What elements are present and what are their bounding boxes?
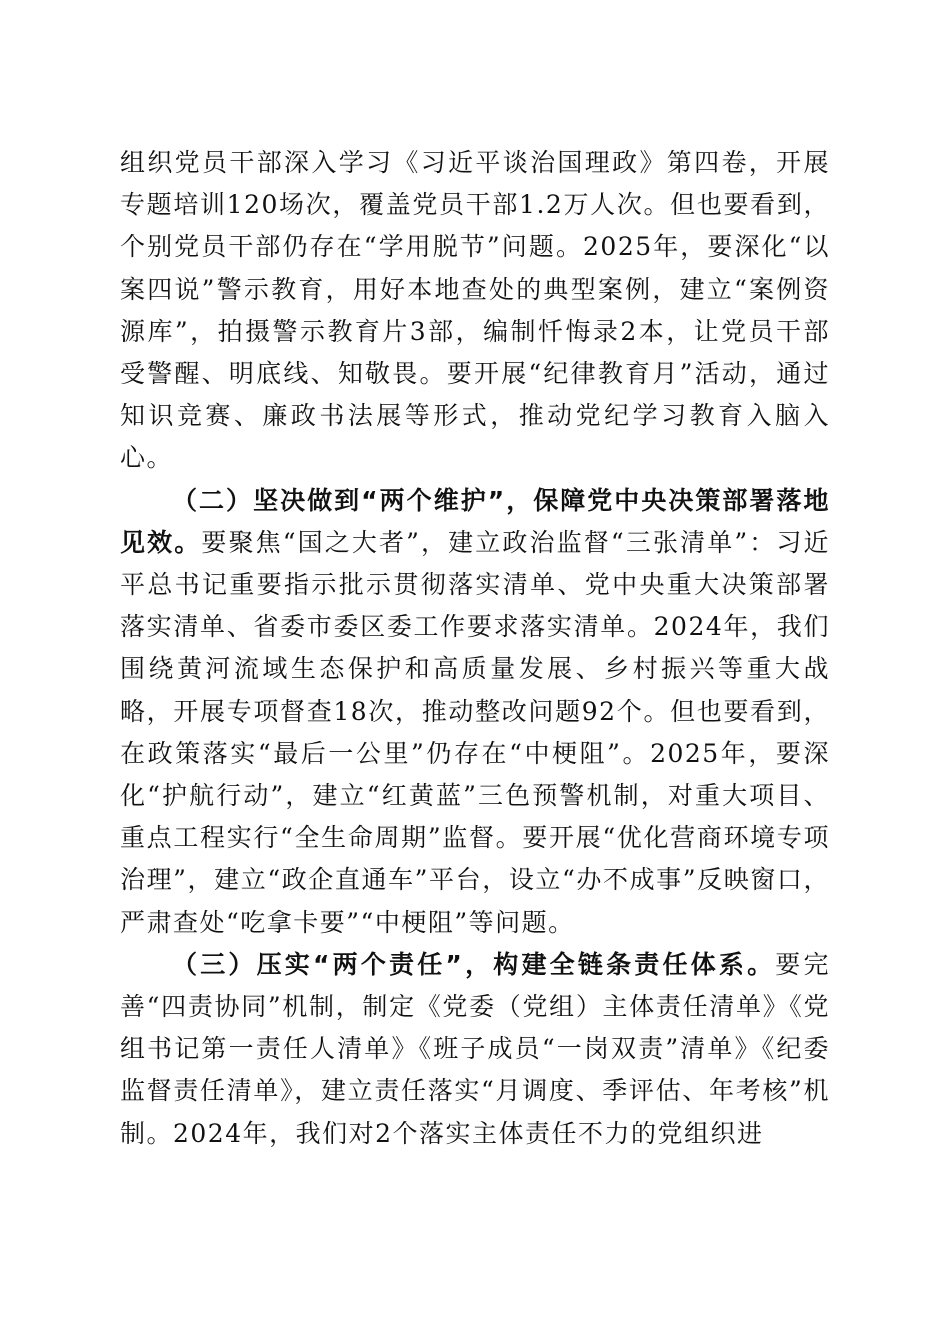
paragraph-3-body: 要完善“四责协同”机制，制定《党委（党组）主体责任清单》《党组书记第一责任人清单》《班子成员“一岗双责”清单》《纪委监督责任清单》，建立责任落实“月调度、季评估、年考核”机制。2024年，我们对2个落实主体责任不力的党组织进 (120, 949, 830, 1148)
paragraph-1-body: 组织党员干部深入学习《习近平谈治国理政》第四卷，开展专题培训120场次，覆盖党员干部1.2万人次。但也要看到，个别党员干部仍存在“学用脱节”问题。2025年，要深化“以案四说”警示教育，用好本地查处的典型案例，建立“案例资源库”，拍摄警示教育片3部，编制忏悔录2本，让党员干部受警醒、明底线、知敬畏。要开展“纪律教育月”活动，通过知识竞赛、廉政书法展等形式，推动党纪学习教育入脑入心。 (120, 148, 830, 473)
paragraph-2-body: 要聚焦“国之大者”，建立政治监督“三张清单”：习近平总书记重要指示批示贯彻落实清单、党中央重大决策部署落实清单、省委市委区委工作要求落实清单。2024年，我们围绕黄河流域生态保护和高质量发展、乡村振兴等重大战略，开展专项督查18次，推动整改问题92个。但也要看到，在政策落实“最后一公里”仍存在“中梗阻”。2025年，要深化“护航行动”，建立“红黄蓝”三色预警机制，对重大项目、重点工程实行“全生命周期”监督。要开展“优化营商环境专项治理”，建立“政企直通车”平台，设立“办不成事”反映窗口，严肃查处“吃拿卡要”“中梗阻”等问题。 (120, 527, 830, 937)
paragraph-continuation (120, 142, 830, 480)
section-heading-3: （三）压实“两个责任”，构建全链条责任体系。 (172, 949, 776, 979)
paragraph-two-maintenances (120, 480, 830, 944)
document-body (120, 142, 830, 1155)
section-heading-2: （二）坚决做到“两个维护”，保障党中央决策部署落地见效。 (120, 485, 830, 557)
paragraph-two-responsibilities (120, 944, 830, 1155)
